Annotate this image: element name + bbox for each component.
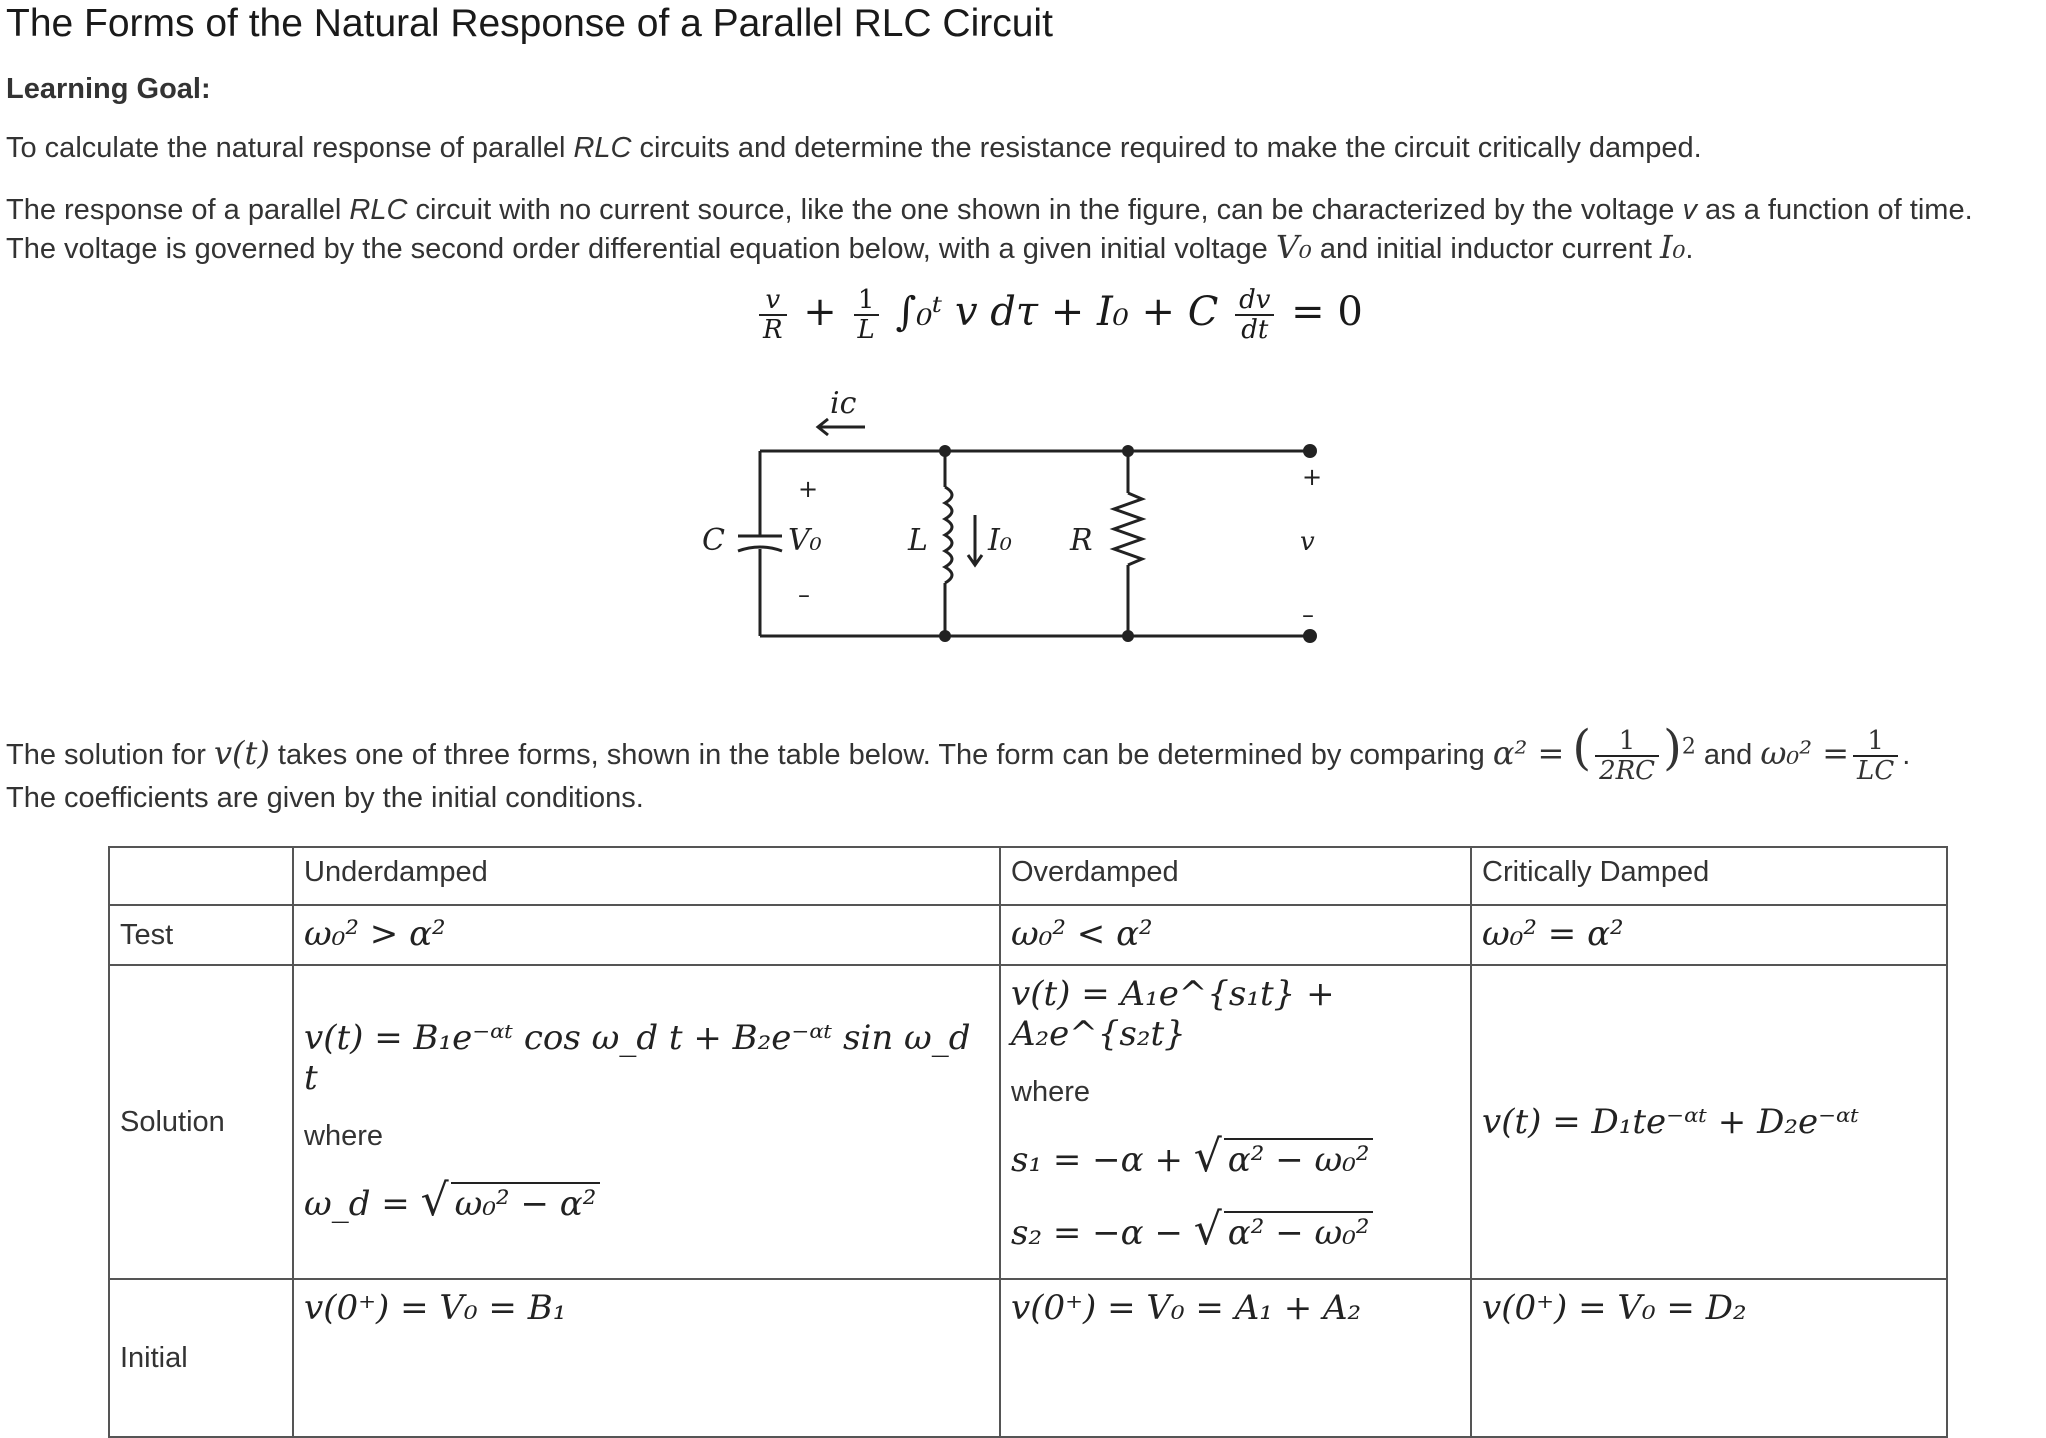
label-ic: ic <box>830 386 857 421</box>
overdamped-s2-radicand: α² − ω₀² <box>1224 1211 1374 1253</box>
overdamped-s2: s₂ = −α − <box>1011 1213 1183 1253</box>
goal-rlc: RLC <box>573 132 632 164</box>
page-title: The Forms of the Natural Response of a Parallel RLC Circuit <box>6 2 1053 45</box>
header-blank <box>109 847 293 905</box>
sol-frac2-den: LC <box>1857 756 1895 787</box>
intro-v0: V₀ <box>1275 228 1312 266</box>
test-critically-damped: ω₀² = α² <box>1482 914 1624 954</box>
sol-paren-sup: 2 <box>1681 734 1696 760</box>
label-v0: V₀ <box>788 523 822 558</box>
underdamped-wd: ω_d = <box>304 1184 410 1224</box>
critically-damped-solution: v(t) = D₁te⁻ᵅᵗ + D₂e⁻ᵅᵗ <box>1482 1102 1859 1142</box>
learning-goal-heading: Learning Goal: <box>6 73 211 105</box>
sol-frac-num: 1 <box>1595 727 1659 757</box>
eq-frac2-den: L <box>857 315 875 345</box>
overdamped-where: where <box>1011 1076 1090 1108</box>
test-overdamped: ω₀² < α² <box>1011 914 1153 954</box>
label-l: L <box>908 523 928 558</box>
header-underdamped: Underdamped <box>293 847 1000 905</box>
eq-integral: ∫₀ᵗ v dτ + I₀ + C <box>895 289 1219 335</box>
header-overdamped: Overdamped <box>1000 847 1471 905</box>
intro-rlc: RLC <box>349 194 408 226</box>
goal-paragraph <box>6 132 1702 165</box>
intro-l1-a: The response of a parallel <box>6 194 350 226</box>
minus-cap: – <box>798 581 810 609</box>
label-i0: I₀ <box>988 523 1012 558</box>
underdamped-solution: v(t) = B₁e⁻ᵅᵗ cos ω_d t + B₂e⁻ᵅᵗ sin ω_d t <box>304 1018 971 1098</box>
initial-underdamped: v(0⁺) = V₀ = B₁ <box>304 1288 567 1328</box>
intro-l1-b: circuit with no current source, like the one shown in the figure, can be characterized by the voltage <box>407 194 1683 226</box>
table-row-solution: Solution v(t) = B₁e⁻ᵅᵗ cos ω_d t + B₂e⁻ᵅᵗ sin ω_d t where ω_d = √ ω₀² − α² v(t) = A₁e^{s₁t} + A₂e^{s₂t} where s₁ = −α + √ α² − ω₀² s₂ = −α − √ α² − ω₀² v(t) = D₁te⁻ᵅᵗ + D₂e⁻ᵅᵗ <box>109 965 1947 1279</box>
initial-label: Initial <box>109 1279 293 1437</box>
goal-text-b: circuits and determine the resistance required to make the circuit critically damped. <box>631 132 1702 164</box>
eq-frac3-den: dt <box>1241 315 1269 345</box>
underdamped-wd-radicand: ω₀² − α² <box>451 1182 601 1224</box>
coefficients-paragraph: The coefficients are given by the initial conditions. <box>6 782 644 814</box>
label-v: v <box>1300 527 1315 557</box>
header-critically-damped: Critically Damped <box>1471 847 1947 905</box>
table-header-row <box>109 847 1947 905</box>
test-underdamped: ω₀² > α² <box>304 914 446 954</box>
sol-frac-den: 2RC <box>1599 756 1656 787</box>
eq-frac3-num: dv <box>1235 286 1274 316</box>
label-r: R <box>1070 523 1093 558</box>
sol-frac2-num: 1 <box>1853 727 1898 757</box>
overdamped-s1: s₁ = −α + <box>1011 1140 1183 1180</box>
eq-frac2-num: 1 <box>854 286 879 316</box>
eq-frac1-den: R <box>763 315 783 345</box>
sol-alpha2: α² = <box>1492 734 1565 772</box>
table-row-test <box>109 905 1947 965</box>
sol-text-a: The solution for <box>6 739 214 771</box>
goal-text-a: To calculate the natural response of parallel <box>6 132 574 164</box>
test-label: Test <box>109 905 293 965</box>
label-c: C <box>702 523 725 558</box>
intro-l1-c: as a function of time. <box>1696 194 1973 226</box>
solution-label: Solution <box>109 965 293 1279</box>
eq-equals: = 0 <box>1291 289 1363 335</box>
initial-overdamped: v(0⁺) = V₀ = A₁ + A₂ <box>1011 1288 1362 1328</box>
sol-and: and <box>1695 739 1761 771</box>
response-forms-table <box>108 846 1948 1438</box>
sol-end: . <box>1902 739 1911 771</box>
underdamped-where: where <box>304 1120 383 1152</box>
intro-i0: I₀ <box>1659 228 1686 266</box>
eq-frac1-num: v <box>759 286 787 316</box>
eq-plus: + <box>803 289 837 335</box>
sol-omega: ω₀² = <box>1760 734 1850 772</box>
plus-cap: + <box>798 475 819 503</box>
intro-paragraph <box>6 192 1973 268</box>
overdamped-s1-radicand: α² − ω₀² <box>1224 1138 1374 1180</box>
differential-equation <box>755 286 1363 344</box>
minus-v: – <box>1302 601 1314 629</box>
initial-critically-damped: v(0⁺) = V₀ = D₂ <box>1482 1288 1747 1328</box>
intro-l2-b: and initial inductor current <box>1311 233 1660 265</box>
sol-text-b: takes one of three forms, shown in the table below. The form can be determined by comparing <box>269 739 1493 771</box>
plus-v: + <box>1302 463 1323 491</box>
intro-l2-a: The voltage is governed by the second order differential equation below, with a given initial voltage <box>6 233 1276 265</box>
intro-v: v <box>1682 194 1697 226</box>
intro-l2-c: . <box>1685 233 1694 265</box>
circuit-diagram <box>690 385 1340 655</box>
overdamped-solution: v(t) = A₁e^{s₁t} + A₂e^{s₂t} <box>1011 974 1335 1054</box>
table-row-initial <box>109 1279 1947 1437</box>
solution-paragraph: The solution for v(t) takes one of three forms, shown in the table below. The form can be determined by comparing α² = ( $\frac{1}{2RC}$ )$^2$ and ω₀² = $\frac{1}{LC}$ . <box>6 720 1911 787</box>
sol-vt: v(t) <box>213 734 270 772</box>
